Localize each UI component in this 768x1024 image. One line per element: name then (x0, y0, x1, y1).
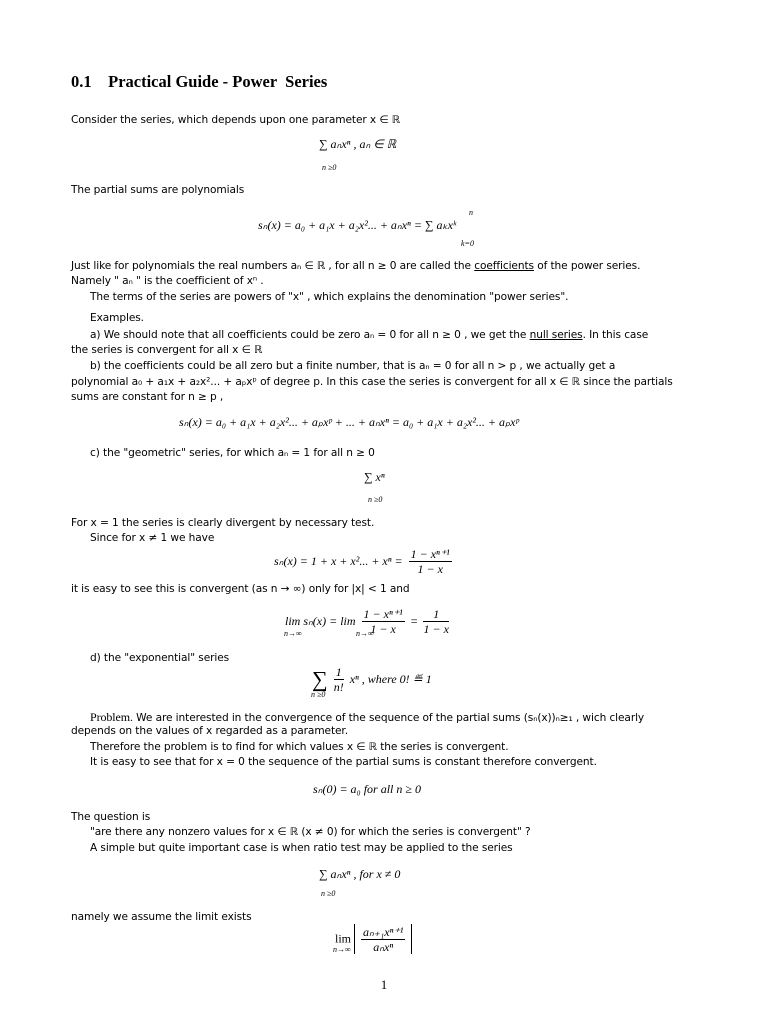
limit-subscript-2: n→∞ (356, 629, 374, 638)
partial-sum-lower-limit: k=0 (461, 239, 474, 248)
exponential-series (312, 665, 432, 694)
question-line: "are there any nonzero values for x ∈ ℝ (x ≠ 0) for which the series is convergent" ? (90, 826, 531, 838)
problem-line-3: Therefore the problem is to find for which values x ∈ ℝ the series is convergent. (90, 741, 509, 753)
geometric-partial-sum (274, 547, 455, 576)
coefficients-text-end: of the power series. (533, 260, 641, 272)
final-limit-lim: lim (335, 931, 352, 946)
limit-subscript-1: n→∞ (284, 629, 302, 638)
geometric-fraction-numerator: 1 − xⁿ⁺¹ (410, 547, 450, 561)
section-title: Practical Guide - Power Series (108, 72, 328, 91)
examples-heading: Examples. (90, 312, 144, 324)
limit-result-fraction (423, 607, 448, 636)
partial-sum-formula: sₙ(x) = a₀ + a₁x + a₂x²... + aₙxⁿ = ∑ aₖxᵏ (258, 218, 457, 232)
limit-fraction-numerator: 1 − xⁿ⁺¹ (363, 607, 403, 621)
ratio-series-subscript: n ≥0 (321, 889, 336, 898)
series-definition-subscript: n ≥0 (322, 163, 337, 172)
example-b-line-2: polynomial a₀ + a₁x + a₂x²... + aₚxᵖ of degree p. In this case the series is convergent for all x ∈ ℝ since the partials (71, 376, 673, 388)
limit-result-numerator: 1 (423, 607, 448, 622)
geometric-partial-sum-lhs: sₙ(x) = 1 + x + x²... + xⁿ = (274, 554, 403, 568)
exponential-denominator: n! (333, 680, 344, 694)
assume-line: namely we assume the limit exists (71, 911, 252, 923)
example-a-line-2: the series is convergent for all x ∈ ℝ (71, 344, 263, 356)
exponential-fraction (334, 665, 344, 694)
geometric-series: ∑ xⁿ (364, 470, 385, 484)
intro-line: Consider the series, which depends upon one parameter x ∈ ℝ (71, 114, 401, 126)
example-a-text: a) We should note that all coefficients could be zero aₙ = 0 for all n ≥ 0 , we get the (90, 329, 530, 341)
terms-line: The terms of the series are powers of "x" , which explains the denomination "power series". (90, 291, 569, 303)
example-a-line-1 (90, 328, 716, 343)
limit-fraction-denominator: 1 − x (370, 622, 396, 636)
geometric-series-subscript: n ≥0 (368, 495, 383, 504)
final-limit-subscript: n→∞ (333, 945, 351, 954)
coefficients-text: Just like for polynomials the real numbers aₙ ∈ ℝ , for all n ≥ 0 are called the (71, 260, 475, 272)
limit-result-denominator: 1 − x (423, 622, 449, 636)
example-a-text-end: . In this case (582, 329, 649, 341)
limit-lhs: lim sₙ(x) = lim (285, 614, 356, 628)
abs-bar-right (411, 924, 412, 954)
abs-bar-left (354, 924, 355, 954)
exponential-sum-symbol: ∑ (312, 666, 328, 692)
final-fraction (361, 925, 405, 954)
limit-equals: = (410, 614, 418, 628)
exponential-term: xⁿ , where 0! ≝ 1 (349, 672, 432, 686)
example-b-line-1: b) the coefficients could be all zero but a finite number, that is aₙ = 0 for all n > p , we actually get a (90, 360, 616, 372)
problem-line-2: depends on the values of x regarded as a parameter. (71, 725, 348, 737)
section-heading (71, 72, 327, 92)
problem-text: We are interested in the convergence of the sequence of the partial sums (sₙ(x))ₙ≥₁ , wich clearly (132, 712, 645, 724)
example-d-line: d) the "exponential" series (90, 652, 230, 664)
page-number: 1 (380, 977, 388, 992)
final-denominator: aₙxⁿ (373, 939, 394, 954)
geometric-fraction (409, 547, 452, 576)
coefficients-line-1 (71, 259, 697, 274)
final-numerator: aₙ₊₁xⁿ⁺¹ (363, 924, 404, 939)
since-line: Since for x ≠ 1 we have (90, 532, 215, 544)
series-definition (319, 137, 396, 152)
partial-sum-upper-limit: n (469, 208, 473, 217)
coefficients-term: coefficients (474, 260, 534, 272)
example-b-line-3: sums are constant for n ≥ p , (71, 391, 224, 403)
ratio-series: ∑ aₙxⁿ , for x ≠ 0 (319, 867, 401, 881)
exponential-subscript: n ≥0 (311, 690, 326, 699)
section-number: 0.1 (71, 72, 92, 91)
zero-partial-sum: sₙ(0) = a₀ for all n ≥ 0 (313, 782, 421, 796)
coefficients-line-2: Namely " aₙ " is the coefficient of xⁿ . (71, 275, 264, 287)
problem-line-4: It is easy to see that for x = 0 the sequence of the partial sums is constant therefore convergent. (90, 756, 597, 768)
divergence-line: For x = 1 the series is clearly divergent by necessary test. (71, 517, 375, 529)
exponential-numerator: 1 (335, 665, 342, 679)
ratio-test-line: A simple but quite important case is when ratio test may be applied to the series (90, 842, 513, 854)
null-series-term: null series (529, 329, 583, 341)
problem-label: Problem. (90, 710, 133, 724)
partial-sums-intro: The partial sums are polynomials (71, 184, 245, 196)
example-b-equation: sₙ(x) = a₀ + a₁x + a₂x²... + aₚxᵖ + ... + aₙxⁿ = a₀ + a₁x + a₂x²... + aₚxᵖ (179, 415, 519, 429)
series-definition-formula: ∑ aₙxⁿ , aₙ ∈ ℝ (319, 137, 397, 151)
geometric-fraction-denominator: 1 − x (417, 562, 443, 576)
example-c-line: c) the "geometric" series, for which aₙ = 1 for all n ≥ 0 (90, 447, 375, 459)
question-intro: The question is (71, 811, 151, 823)
convergence-line: it is easy to see this is convergent (as n → ∞) only for |x| < 1 and (71, 583, 410, 595)
